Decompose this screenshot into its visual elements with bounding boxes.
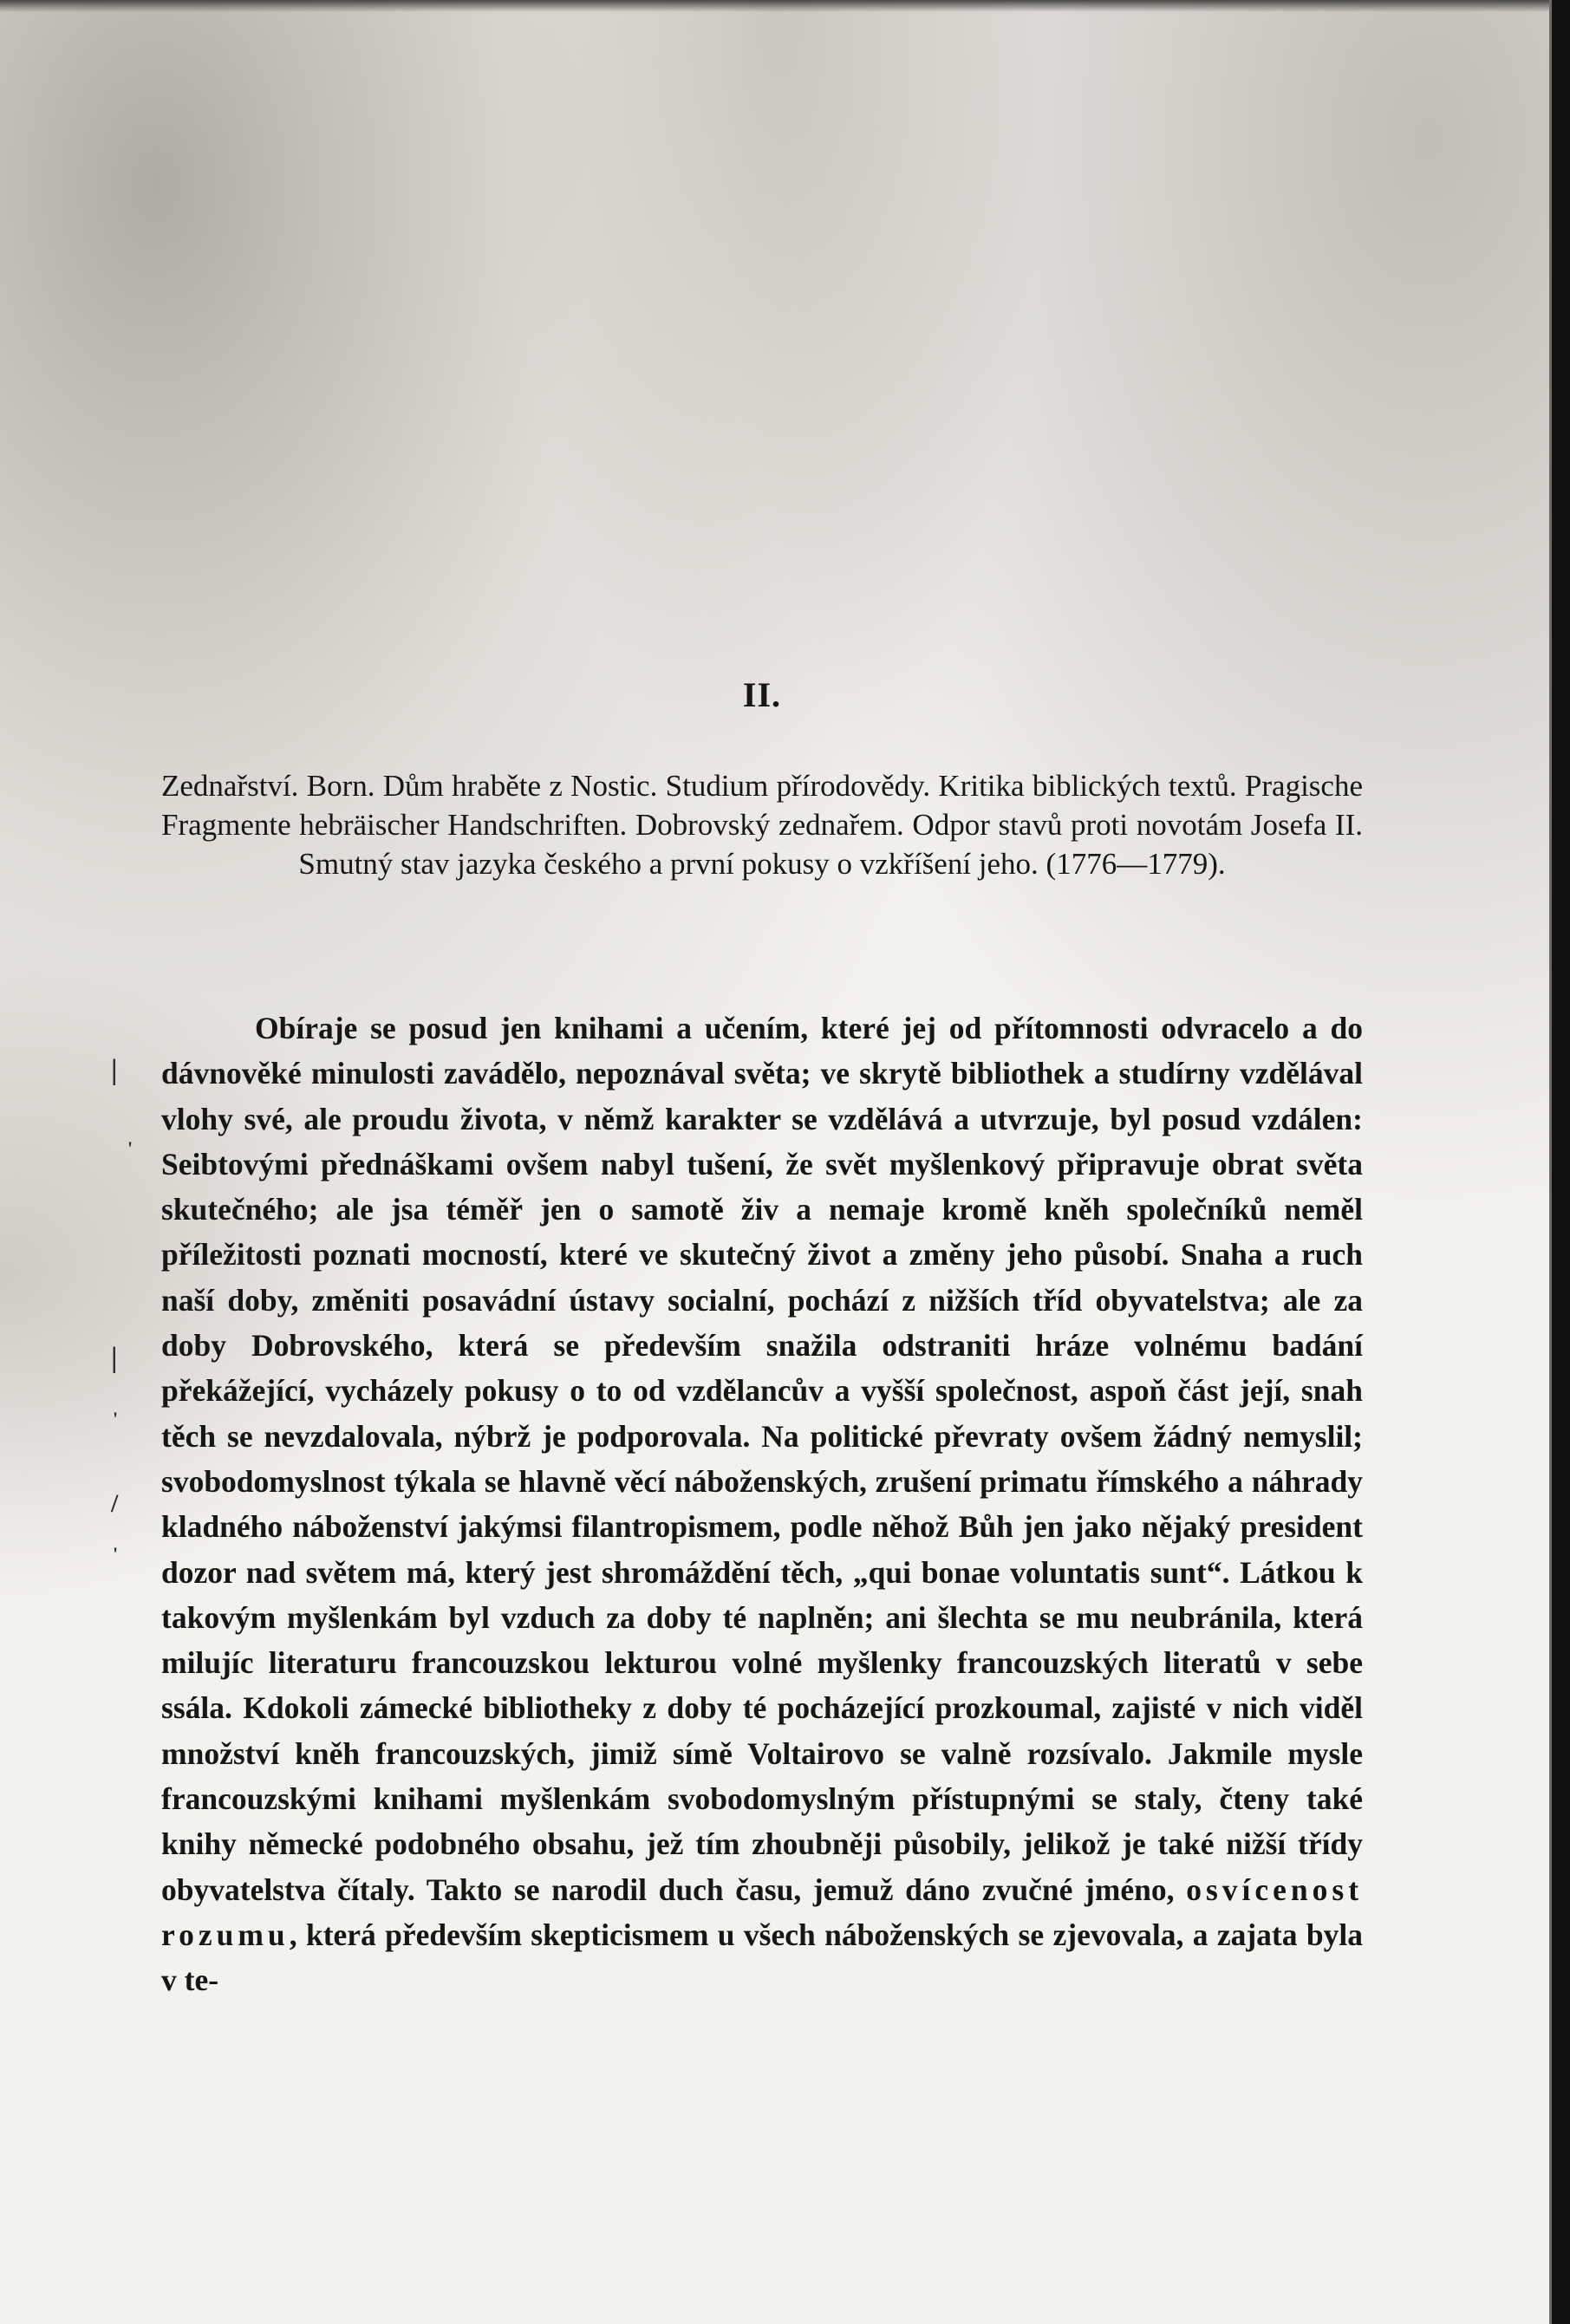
emphasized-term: osvícenost rozumu xyxy=(161,1872,1364,1952)
body-text-part-2: , která především skepticismem u všech náboženských se zjevovala, a zajata byla v te- xyxy=(161,1917,1363,1998)
margin-mark: / xyxy=(111,1489,119,1518)
scan-edge-top xyxy=(0,0,1570,12)
margin-mark: ' xyxy=(113,1408,119,1429)
chapter-number: II. xyxy=(742,675,782,714)
margin-mark: ' xyxy=(113,1543,119,1565)
margin-mark: | xyxy=(111,1054,118,1086)
scan-edge-right xyxy=(1549,0,1570,2324)
margin-mark: ' xyxy=(127,1137,134,1159)
body-paragraph xyxy=(161,1006,1363,2003)
margin-mark: | xyxy=(111,1342,118,1374)
body-text-part-1: Obíraje se posud jen knihami a učením, které jej od přítomnosti odvracelo a do dávnověké minulosti zavádělo, nepoznával světa; ve skrytě bibliothek a studírny vzdělával vlohy své, ale proudu života, v němž karakter se vzdělává a utvrzuje, byl posud vzdálen: Seibtovými přednáškami ovšem nabyl tušení, že svět myšlenkový připravuje obrat světa skutečného; ale jsa téměř jen o samotě živ a nemaje kromě kněh společníků neměl příležitosti poznati mocností, které ve skutečný život a změny jeho působí. Snaha a ruch naší doby, změniti posavádní ústavy socialní, pochází z nižších tříd obyvatelstva; ale za doby Dobrovského, která se především snažila odstraniti hráze volnému badání překážející, vycházely pokusy o to od vzdělancův a vyšší společnost, aspoň část její, snah těch se nevzdalovala, nýbrž je podporovala. Na politické převraty ovšem žádný nemyslil; svobodomyslnost týkala se hlavně věcí náboženských, zrušení primatu římského a náhrady kladného náboženství jakýmsi filantropismem, podle něhož Bůh jen jako nějaký president dozor nad světem má, který jest shromáždění těch, „qui bonae voluntatis sunt“. Látkou k takovým myšlenkám byl vzduch za doby té naplněn; ani šlechta se mu neubránila, která milujíc literaturu francouzskou lekturou volné myšlenky francouzských literatů v sebe ssála. Kdokoli zámecké bibliotheky z doby té pocházející prozkoumal, zajisté v nich viděl množství kněh francouzských, jimiž símě Voltairovo se valně rozsívalo. Jakmile mysle francouzskými knihami myšlenkám svobodomyslným přístupnými se staly, čteny také knihy německé podobného obsahu, jež tím zhoubněji působily, jelikož je také nižší třídy obyvatelstva čítaly. Takto se narodil duch času, jemuž dáno zvučné jméno, xyxy=(161,1011,1363,1907)
chapter-summary: Zednařství. Born. Dům hraběte z Nostic. Studium přírodovědy. Kritika biblických textů. Pragische Fragmente hebräischer Handschriften. Dobrovský zednařem. Odpor stavů proti novotám Josefa II. Smutný stav jazyka českého a první pokusy o vzkříšení jeho. (1776—1779). xyxy=(161,769,1363,881)
